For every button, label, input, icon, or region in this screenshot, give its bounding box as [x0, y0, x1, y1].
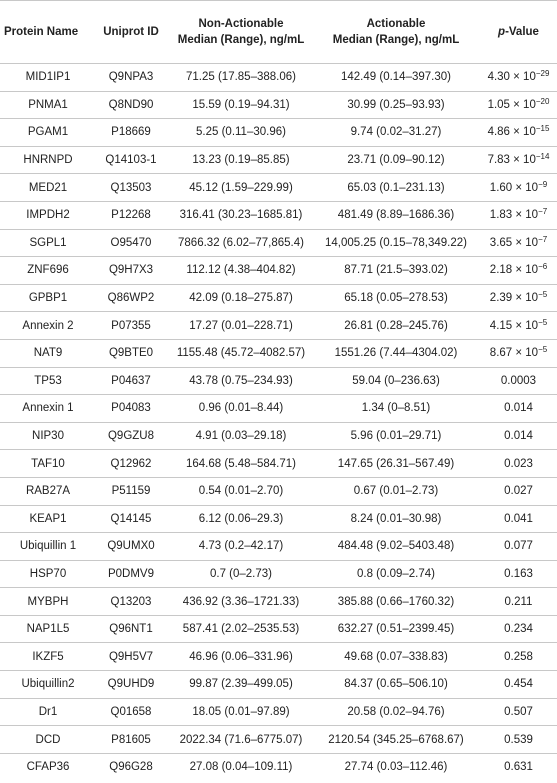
cell-non-actionable: 316.41 (30.23–1685.81) — [179, 209, 303, 222]
cell-uniprot-id: Q14145 — [110, 512, 152, 525]
cell-non-actionable: 436.92 (3.36–1721.33) — [182, 595, 300, 608]
p-value-base: 0.0003 — [500, 374, 537, 387]
cell-non-actionable: 13.23 (0.19–85.85) — [192, 154, 290, 167]
cell-uniprot-id: Q9UMX0 — [107, 540, 155, 553]
cell-p-value — [476, 753, 557, 781]
table-row — [0, 312, 557, 340]
p-value-base: 0.539 — [504, 733, 533, 746]
cell-protein-name: IKZF5 — [32, 650, 64, 663]
p-value-base: 2.18 × 10 — [489, 264, 539, 277]
table-row — [0, 533, 557, 561]
cell-uniprot-id: Q86WP2 — [107, 292, 155, 305]
cell-actionable: 0.8 (0.09–2.74) — [356, 567, 435, 580]
cell-protein-name: TP53 — [34, 374, 62, 387]
table-row — [0, 753, 557, 781]
cell-p-value — [476, 671, 557, 699]
header-p-value — [476, 1, 557, 64]
p-value-base: 1.60 × 10 — [489, 181, 539, 194]
p-value-base: 2.39 × 10 — [489, 292, 539, 305]
p-value-base: 0.454 — [504, 678, 533, 691]
cell-non-actionable: 46.96 (0.06–331.96) — [189, 650, 293, 663]
p-value-base: 0.041 — [504, 512, 533, 525]
cell-protein-name: MYBPH — [27, 595, 69, 608]
cell-uniprot-id: Q14103-1 — [105, 154, 157, 167]
p-value-exponent: −5 — [538, 317, 548, 327]
cell-p-value — [476, 339, 557, 367]
cell-actionable: 49.68 (0.07–338.83) — [344, 650, 448, 663]
cell-uniprot-id: P04637 — [111, 374, 151, 387]
cell-protein-name: TAF10 — [31, 457, 65, 470]
p-value-exponent: −14 — [535, 152, 550, 162]
cell-actionable: 84.37 (0.65–506.10) — [344, 678, 448, 691]
cell-protein-name: RAB27A — [25, 485, 71, 498]
cell-p-value — [476, 477, 557, 505]
table-row — [0, 643, 557, 671]
cell-p-value — [476, 91, 557, 119]
cell-protein-name: Annexin 1 — [22, 402, 74, 415]
cell-actionable: 87.71 (21.5–393.02) — [344, 264, 448, 277]
cell-p-value — [476, 588, 557, 616]
cell-protein-name: Ubiquillin 1 — [19, 540, 77, 553]
cell-non-actionable: 112.12 (4.38–404.82) — [186, 264, 296, 277]
table-row — [0, 339, 557, 367]
p-value-exponent: −6 — [538, 262, 548, 272]
cell-non-actionable: 6.12 (0.06–29.3) — [198, 512, 284, 525]
p-value-base: 4.15 × 10 — [489, 319, 539, 332]
cell-uniprot-id: P12268 — [111, 209, 151, 222]
cell-actionable: 30.99 (0.25–93.93) — [347, 98, 445, 111]
cell-uniprot-id: Q96NT1 — [109, 623, 153, 636]
header-actionable-unit: Median (Range), ng/mL — [332, 34, 460, 46]
cell-actionable: 0.67 (0.01–2.73) — [353, 485, 439, 498]
cell-p-value — [476, 229, 557, 257]
cell-actionable: 632.27 (0.51–2399.45) — [337, 623, 455, 636]
cell-uniprot-id: Q13203 — [110, 595, 152, 608]
header-non-actionable — [166, 1, 316, 64]
p-value-exponent: −7 — [538, 207, 548, 217]
table-row — [0, 201, 557, 229]
p-value-base: 3.65 × 10 — [489, 236, 539, 249]
table-row — [0, 284, 557, 312]
cell-non-actionable: 71.25 (17.85–388.06) — [186, 71, 296, 84]
cell-uniprot-id: Q9GZU8 — [107, 430, 154, 443]
cell-p-value — [476, 146, 557, 174]
cell-actionable: 26.81 (0.28–245.76) — [344, 319, 448, 332]
cell-p-value — [476, 615, 557, 643]
cell-non-actionable: 0.96 (0.01–8.44) — [198, 402, 284, 415]
cell-uniprot-id: O95470 — [110, 236, 152, 249]
p-value-base: 0.027 — [504, 485, 533, 498]
table-header — [0, 1, 557, 64]
p-value-exponent: −5 — [538, 345, 548, 355]
cell-actionable: 8.24 (0.01–30.98) — [350, 512, 442, 525]
cell-uniprot-id: Q9UHD9 — [107, 678, 155, 691]
table-row — [0, 726, 557, 754]
p-value-base: 1.05 × 10 — [487, 98, 536, 111]
table-body — [0, 64, 557, 781]
table-row — [0, 560, 557, 588]
cell-non-actionable: 0.7 (0–2.73) — [209, 567, 272, 580]
cell-uniprot-id: Q9NPA3 — [108, 71, 154, 84]
cell-p-value — [476, 119, 557, 147]
cell-actionable: 2120.54 (345.25–6768.67) — [328, 733, 464, 746]
cell-non-actionable: 587.41 (2.02–2535.53) — [182, 623, 300, 636]
table-row — [0, 174, 557, 202]
p-value-base: 1.83 × 10 — [489, 209, 539, 222]
table-row — [0, 119, 557, 147]
cell-non-actionable: 17.27 (0.01–228.71) — [189, 319, 293, 332]
cell-protein-name: HNRNPD — [23, 154, 73, 167]
cell-actionable: 23.71 (0.09–90.12) — [347, 154, 445, 167]
cell-actionable: 14,005.25 (0.15–78,349.22) — [325, 236, 467, 249]
cell-uniprot-id: Q01658 — [110, 705, 152, 718]
cell-non-actionable: 15.59 (0.19–94.31) — [192, 98, 290, 111]
cell-protein-name: Ubiquillin2 — [21, 678, 75, 691]
cell-protein-name: CFAP36 — [26, 761, 70, 774]
table-row — [0, 505, 557, 533]
cell-protein-name: Dr1 — [38, 705, 58, 718]
cell-uniprot-id: Q9H7X3 — [108, 264, 154, 277]
cell-p-value — [476, 533, 557, 561]
table-row — [0, 257, 557, 285]
cell-protein-name: PNMA1 — [28, 98, 68, 111]
cell-actionable: 9.74 (0.02–31.27) — [350, 126, 442, 139]
cell-non-actionable: 7866.32 (6.02–77,865.4) — [178, 236, 304, 249]
cell-protein-name: PGAM1 — [27, 126, 69, 139]
cell-uniprot-id: P51159 — [111, 485, 151, 498]
cell-p-value — [476, 560, 557, 588]
cell-p-value — [476, 201, 557, 229]
cell-p-value — [476, 422, 557, 450]
cell-actionable: 385.88 (0.66–1760.32) — [337, 595, 455, 608]
p-value-base: 0.234 — [504, 623, 533, 636]
cell-p-value — [476, 367, 557, 395]
cell-actionable: 481.49 (8.89–1686.36) — [337, 209, 455, 222]
cell-non-actionable: 43.78 (0.75–234.93) — [189, 374, 293, 387]
cell-protein-name: ZNF696 — [27, 264, 69, 277]
cell-actionable: 20.58 (0.02–94.76) — [347, 705, 445, 718]
p-value-exponent: −9 — [538, 179, 548, 189]
cell-non-actionable: 4.91 (0.03–29.18) — [195, 430, 287, 443]
p-value-base: 8.67 × 10 — [489, 347, 539, 360]
header-p-italic: p — [498, 26, 506, 38]
cell-actionable: 1551.26 (7.44–4304.02) — [334, 347, 458, 360]
cell-non-actionable: 45.12 (1.59–229.99) — [189, 181, 293, 194]
cell-uniprot-id: Q13503 — [110, 181, 152, 194]
p-value-base: 0.014 — [504, 402, 533, 415]
cell-non-actionable: 2022.34 (71.6–6775.07) — [179, 733, 303, 746]
cell-actionable: 27.74 (0.03–112.46) — [344, 761, 448, 774]
cell-protein-name: MED21 — [28, 181, 68, 194]
cell-actionable: 147.65 (26.31–567.49) — [337, 457, 455, 470]
cell-non-actionable: 27.08 (0.04–109.11) — [189, 761, 293, 774]
cell-uniprot-id: P0DMV9 — [107, 567, 155, 580]
cell-non-actionable: 1155.48 (45.72–4082.57) — [176, 347, 306, 360]
table-row — [0, 698, 557, 726]
table-row — [0, 91, 557, 119]
header-row — [0, 1, 557, 64]
header-actionable-title: Actionable — [366, 18, 426, 30]
table-row — [0, 64, 557, 92]
cell-uniprot-id: Q9BTE0 — [108, 347, 154, 360]
cell-p-value — [476, 257, 557, 285]
cell-p-value — [476, 505, 557, 533]
header-p-rest: -Value — [505, 26, 539, 38]
cell-actionable: 142.49 (0.14–397.30) — [341, 71, 451, 84]
cell-non-actionable: 0.54 (0.01–2.70) — [198, 485, 284, 498]
table-row — [0, 477, 557, 505]
p-value-base: 0.163 — [504, 567, 533, 580]
table-row — [0, 422, 557, 450]
p-value-exponent: −7 — [538, 234, 548, 244]
table-row — [0, 229, 557, 257]
p-value-base: 0.077 — [504, 540, 533, 553]
cell-protein-name: NIP30 — [32, 430, 64, 443]
p-value-base: 0.258 — [504, 650, 533, 663]
p-value-base: 7.83 × 10 — [487, 154, 536, 167]
cell-non-actionable: 18.05 (0.01–97.89) — [192, 705, 290, 718]
cell-actionable: 65.18 (0.05–278.53) — [344, 292, 448, 305]
cell-protein-name: DCD — [35, 733, 61, 746]
cell-non-actionable: 99.87 (2.39–499.05) — [189, 678, 293, 691]
table-row — [0, 146, 557, 174]
cell-non-actionable: 164.68 (5.48–584.71) — [186, 457, 296, 470]
cell-uniprot-id: P81605 — [111, 733, 151, 746]
p-value-base: 0.023 — [504, 457, 533, 470]
cell-uniprot-id: P04083 — [111, 402, 151, 415]
cell-protein-name: GPBP1 — [28, 292, 68, 305]
cell-p-value — [476, 698, 557, 726]
cell-p-value — [476, 64, 557, 92]
cell-non-actionable: 4.73 (0.2–42.17) — [198, 540, 284, 553]
header-non-actionable-unit: Median (Range), ng/mL — [177, 34, 305, 46]
table-row — [0, 588, 557, 616]
cell-p-value — [476, 174, 557, 202]
cell-protein-name: NAT9 — [33, 347, 63, 360]
cell-uniprot-id: Q12962 — [110, 457, 152, 470]
cell-p-value — [476, 643, 557, 671]
cell-uniprot-id: P07355 — [111, 319, 151, 332]
cell-p-value — [476, 395, 557, 423]
p-value-base: 0.211 — [504, 595, 533, 608]
cell-actionable: 5.96 (0.01–29.71) — [350, 430, 442, 443]
cell-protein-name: SGPL1 — [29, 236, 67, 249]
p-value-base: 0.014 — [504, 430, 533, 443]
cell-protein-name: NAP1L5 — [26, 623, 70, 636]
cell-protein-name: KEAP1 — [29, 512, 67, 525]
cell-p-value — [476, 312, 557, 340]
cell-non-actionable: 5.25 (0.11–30.96) — [196, 126, 286, 139]
header-uniprot-id: Uniprot ID — [96, 1, 166, 64]
p-value-base: 0.507 — [504, 705, 533, 718]
p-value-base: 0.631 — [504, 761, 533, 774]
p-value-exponent: −5 — [538, 290, 548, 300]
cell-uniprot-id: Q96G28 — [109, 761, 153, 774]
header-actionable — [316, 1, 476, 64]
p-value-base: 4.86 × 10 — [487, 126, 536, 139]
p-value-exponent: −20 — [535, 96, 550, 106]
cell-protein-name: MID1IP1 — [25, 71, 71, 84]
table-row — [0, 615, 557, 643]
cell-non-actionable: 42.09 (0.18–275.87) — [189, 292, 293, 305]
cell-uniprot-id: Q9H5V7 — [108, 650, 154, 663]
cell-p-value — [476, 284, 557, 312]
table-row — [0, 450, 557, 478]
cell-protein-name: IMPDH2 — [26, 209, 70, 222]
table-row — [0, 395, 557, 423]
table-row — [0, 671, 557, 699]
cell-uniprot-id: P18669 — [111, 126, 151, 139]
cell-p-value — [476, 450, 557, 478]
p-value-exponent: −15 — [535, 124, 550, 134]
header-non-actionable-title: Non-Actionable — [198, 18, 284, 30]
cell-actionable: 484.48 (9.02–5403.48) — [337, 540, 455, 553]
header-protein-name: Protein Name — [0, 1, 96, 64]
p-value-exponent: −29 — [535, 69, 550, 79]
cell-uniprot-id: Q8ND90 — [108, 98, 154, 111]
table-row — [0, 367, 557, 395]
cell-actionable: 65.03 (0.1–231.13) — [347, 181, 445, 194]
p-value-base: 4.30 × 10 — [487, 71, 536, 84]
cell-p-value — [476, 726, 557, 754]
cell-actionable: 1.34 (0–8.51) — [361, 402, 431, 415]
cell-protein-name: HSP70 — [29, 567, 67, 580]
cell-actionable: 59.04 (0–236.63) — [352, 374, 440, 387]
cell-protein-name: Annexin 2 — [22, 319, 74, 332]
